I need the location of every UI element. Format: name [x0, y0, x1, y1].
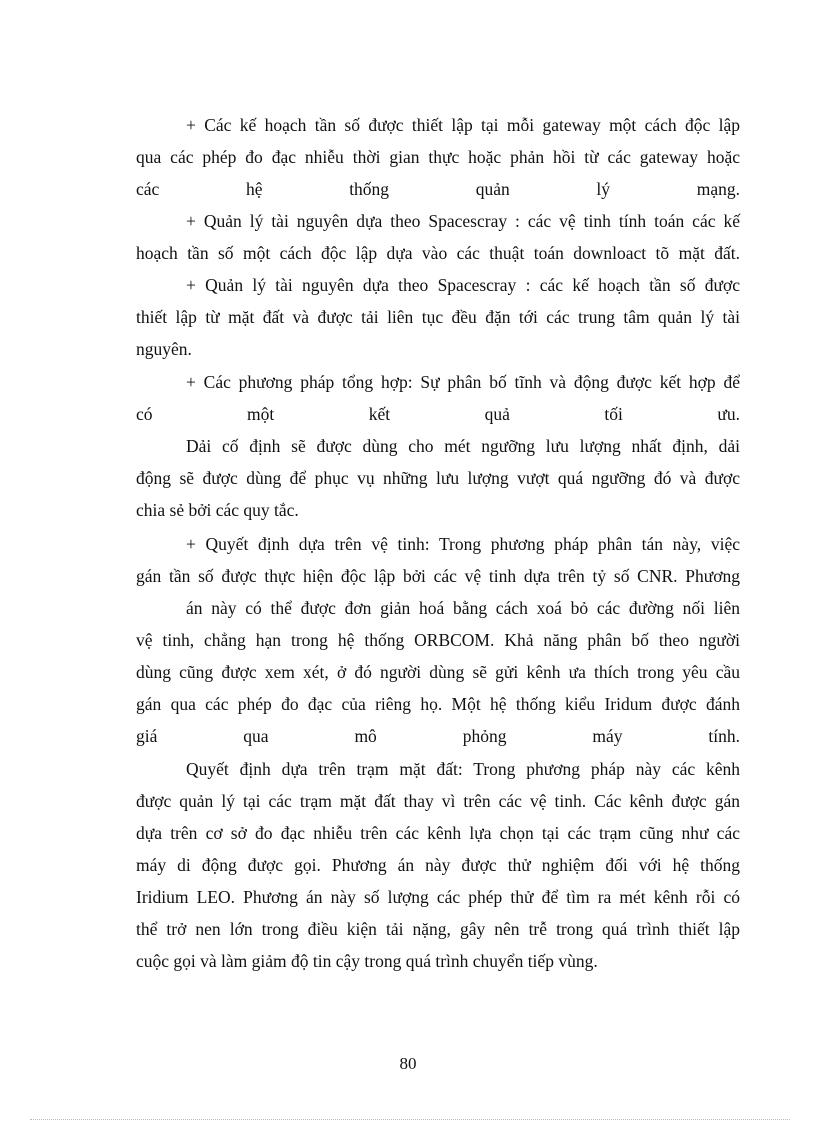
text-line: dùng cũng được xem xét, ở đó người dùng sẽ gửi kênh ưa thích trong yêu cầu — [136, 662, 740, 682]
text-line: cuộc gọi và làm giảm độ tin cậy trong quá trình chuyển tiếp vùng. — [136, 951, 598, 971]
text-line: qua các phép đo đạc nhiễu thời gian thực hoặc phản hồi từ các gateway hoặc — [136, 147, 740, 167]
text-line: + Quản lý tài nguyên dựa theo Spacescray : các vệ tinh tính toán các kế — [186, 211, 740, 231]
text-line: nguyên. — [136, 339, 192, 359]
page-number: 80 — [399, 1054, 417, 1073]
text-line: được quản lý tại các trạm mặt đất thay vì trên các vệ tinh. Các kênh được gán — [136, 791, 740, 811]
text-line: + Các kế hoạch tần số được thiết lập tại mỗi gateway một cách độc lập — [186, 115, 740, 135]
text-line: vệ tinh, chẳng hạn trong hệ thống ORBCOM. Khả năng phân bố theo người — [136, 630, 740, 650]
text-line: án này có thể được đơn giản hoá bằng cách xoá bỏ các đường nối liên — [186, 598, 740, 618]
text-line: + Các phương pháp tổng hợp: Sự phân bố tĩnh và động được kết hợp để — [186, 372, 740, 392]
text-line: giá qua mô phỏng máy tính. — [136, 726, 740, 746]
text-line: gán qua các phép đo đạc của riêng họ. Một hệ thống kiểu Iridum được đánh — [136, 694, 740, 714]
text-line: Iridium LEO. Phương án này số lượng các phép thử để tìm ra mét kênh rỗi có — [136, 887, 740, 907]
text-line: gán tần số được thực hiện độc lập bởi các vệ tinh dựa trên tỷ số CNR. Phương — [136, 566, 740, 586]
text-line: hoạch tần số một cách độc lập dựa vào các thuật toán downloact tõ mặt đất. — [136, 243, 740, 263]
text-line: thiết lập từ mặt đất và được tải liên tục đều đặn tới các trung tâm quản lý tài — [136, 307, 740, 327]
text-line: Dải cố định sẽ được dùng cho mét ngưỡng lưu lượng nhất định, dải — [186, 436, 740, 456]
text-line: các hệ thống quản lý mạng. — [136, 179, 740, 199]
text-line: + Quản lý tài nguyên dựa theo Spacescray : các kế hoạch tần số được — [186, 275, 740, 295]
text-line: thể trở nen lớn trong điều kiện tải nặng, gây nên trễ trong quá trình thiết lập — [136, 919, 740, 939]
text-line: + Quyết định dựa trên vệ tinh: Trong phương pháp phân tán này, việc — [186, 534, 740, 554]
text-line: có một kết quả tối ưu. — [136, 404, 740, 424]
text-line: Quyết định dựa trên trạm mặt đất: Trong phương pháp này các kênh — [186, 759, 740, 779]
text-line: máy di động được gọi. Phương án này được thử nghiệm đối với hệ thống — [136, 855, 740, 875]
text-line: động sẽ được dùng để phục vụ những lưu lượng vượt quá ngưỡng đó và được — [136, 468, 740, 488]
text-line: dựa trên cơ sở đo đạc nhiễu trên các kênh lựa chọn tại các trạm cũng như các — [136, 823, 740, 843]
footer-divider — [30, 1119, 790, 1120]
text-line: chia sẻ bởi các quy tắc. — [136, 500, 299, 520]
